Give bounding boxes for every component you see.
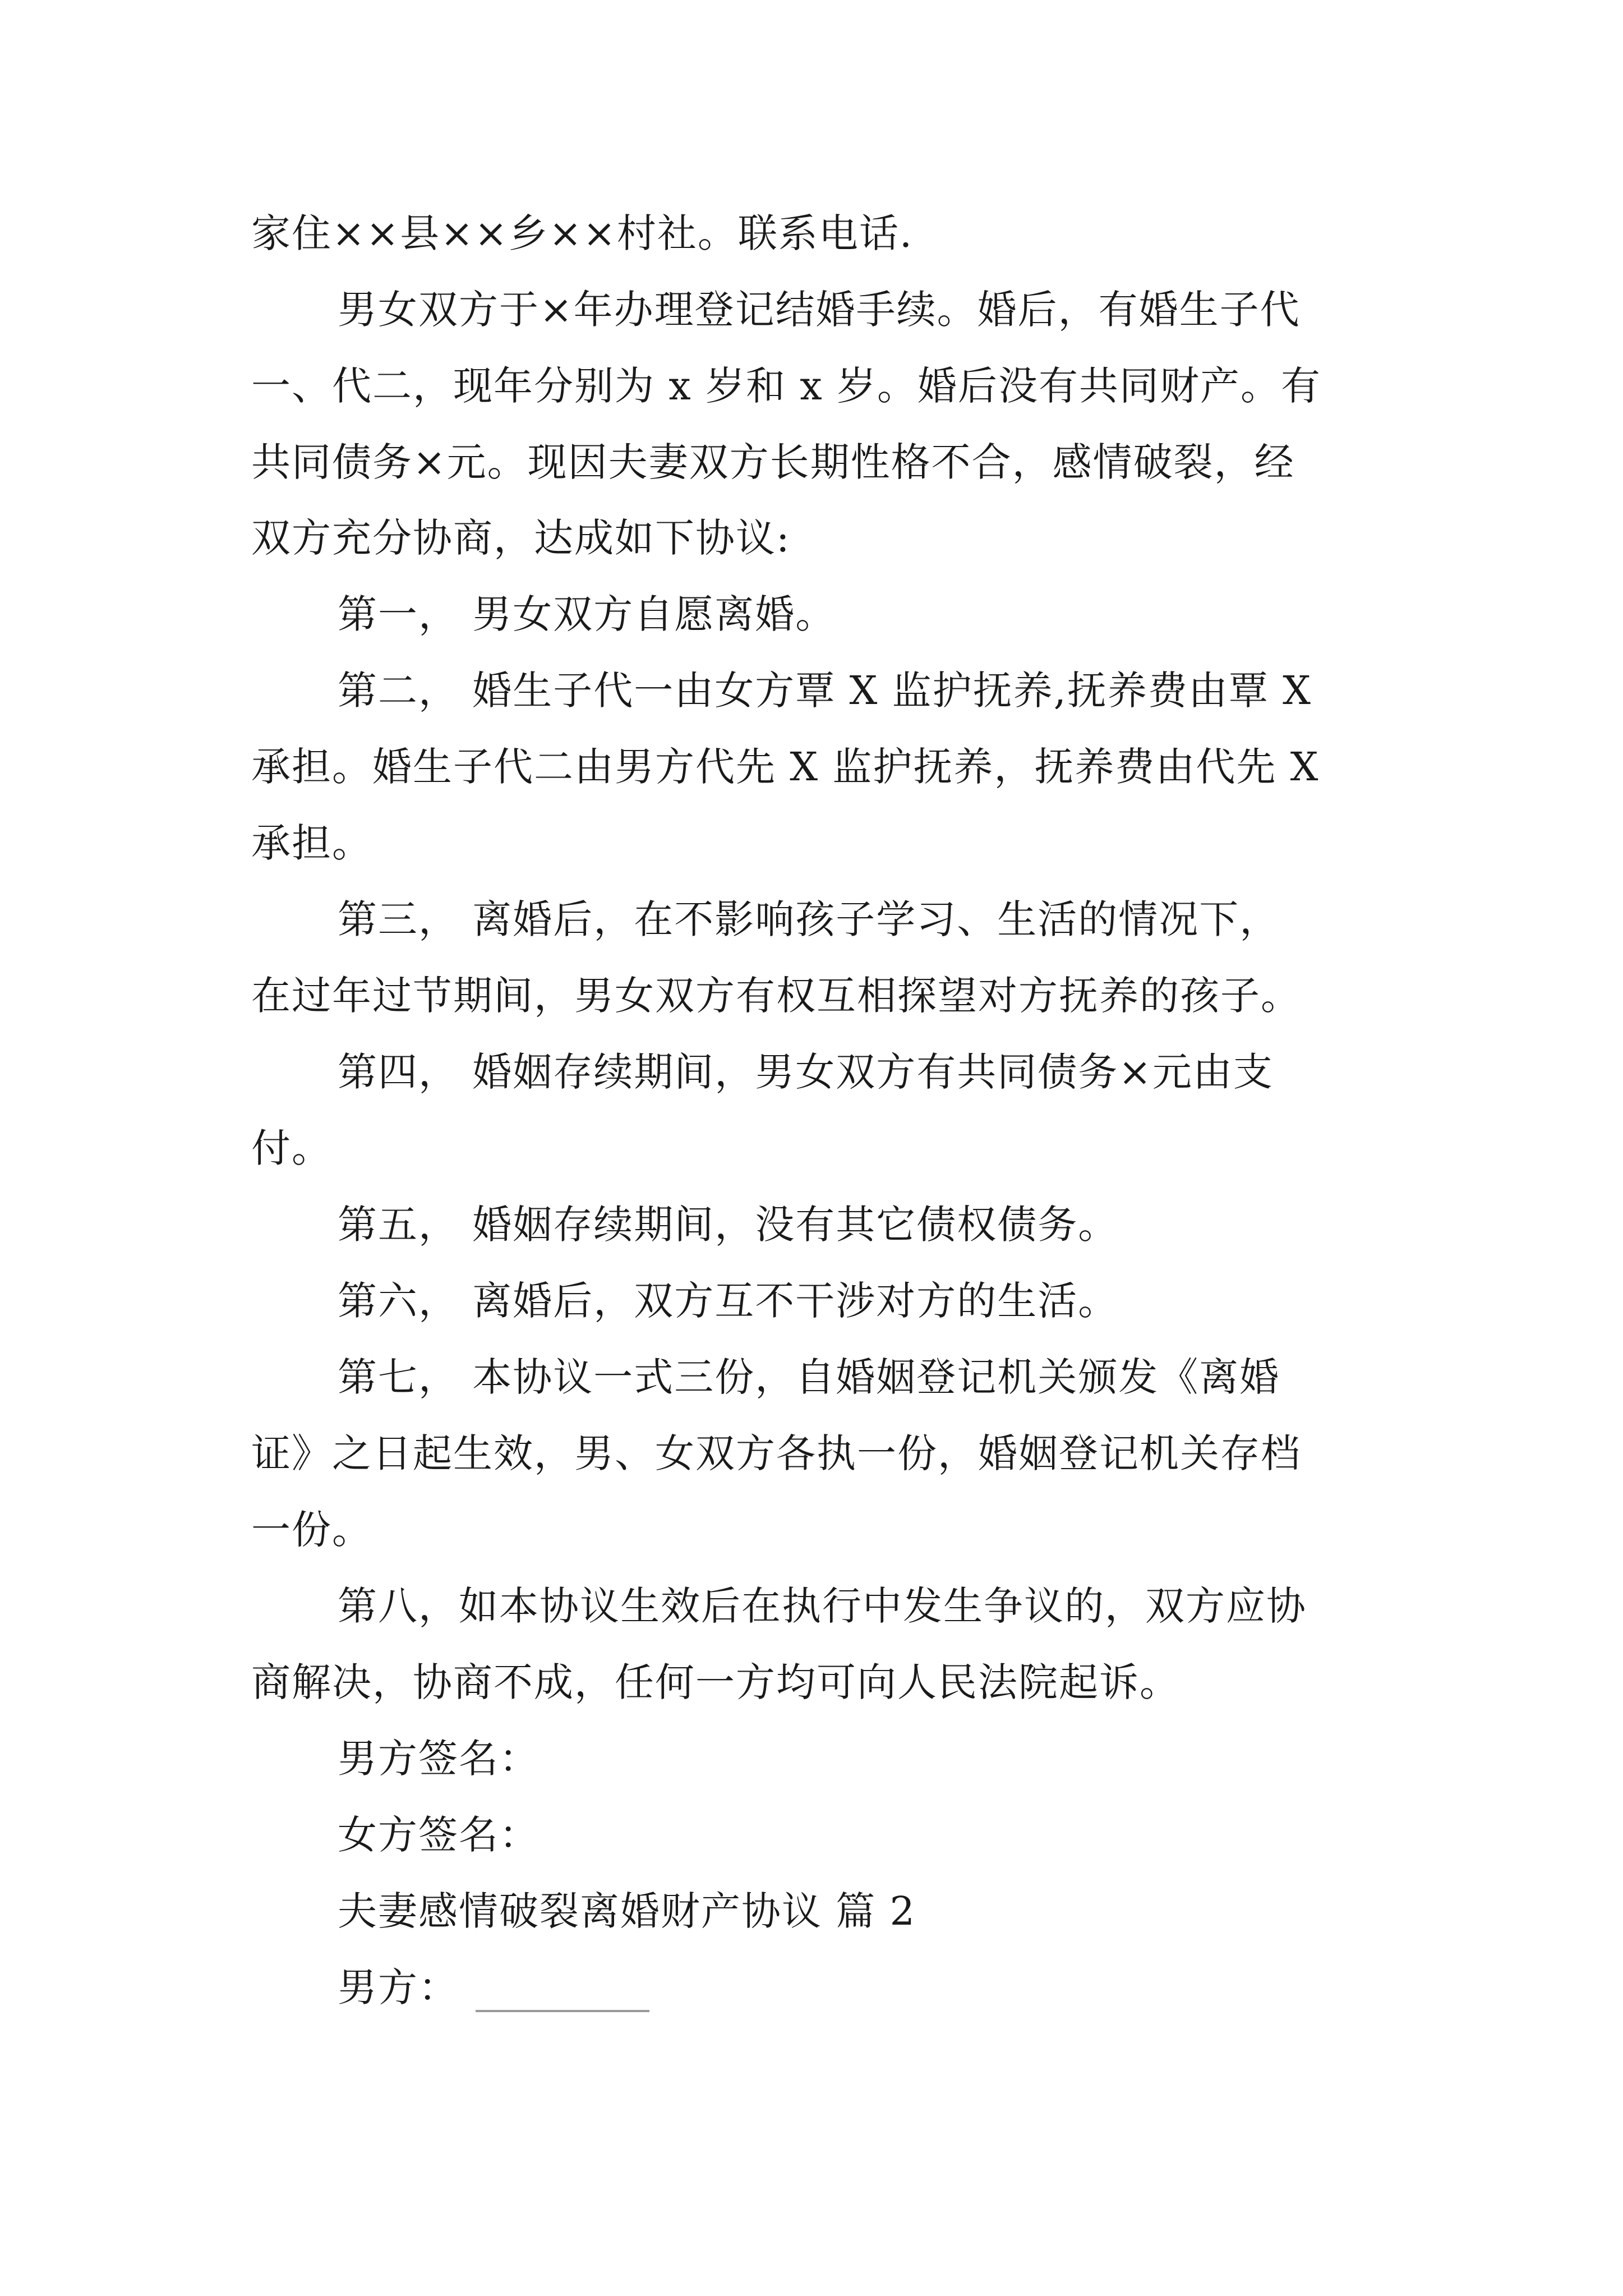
male-party-blank — [476, 2010, 649, 2012]
text-line-8: 承担。婚生子代二由男方代先 X 监护抚养，抚养费由代先 X — [251, 744, 1320, 790]
text-line-20: 商解决，协商不成，任何一方均可向人民法院起诉。 — [251, 1659, 1180, 1705]
clause-6: 第六， 离婚后，双方互不干涉对方的生活。 — [338, 1278, 1119, 1324]
male-signature-label: 男方签名： — [338, 1736, 540, 1782]
text-line-4: 共同债务×元。现因夫妻双方长期性格不合，感情破裂，经 — [251, 439, 1295, 485]
clause-5: 第五， 婚姻存续期间，没有其它债权债务。 — [338, 1202, 1119, 1248]
text-line-18: 一份。 — [251, 1507, 372, 1553]
text-line-13: 付。 — [251, 1125, 332, 1171]
clause-7: 第七， 本协议一式三份，自婚姻登记机关颁发《离婚 — [338, 1354, 1280, 1400]
text-line-11: 在过年过节期间，男女双方有权互相探望对方抚养的孩子。 — [251, 973, 1301, 1019]
female-signature-label: 女方签名： — [338, 1812, 540, 1858]
clause-8: 第八，如本协议生效后在执行中发生争议的，双方应协 — [338, 1583, 1307, 1629]
clause-2: 第二， 婚生子代一由女方覃 X 监护抚养,抚养费由覃 X — [338, 668, 1312, 714]
text-line-1: 家住××县××乡××村社。联系电话. — [251, 210, 914, 256]
clause-1: 第一， 男女双方自愿离婚。 — [338, 591, 836, 637]
text-line-17: 证》之日起生效，男、女双方各执一份，婚姻登记机关存档 — [251, 1430, 1301, 1476]
male-party-line — [338, 1961, 649, 2014]
text-line-9: 承担。 — [251, 820, 372, 866]
clause-4: 第四， 婚姻存续期间，男女双方有共同债务×元由支 — [338, 1049, 1274, 1095]
text-line-5: 双方充分协商，达成如下协议: — [251, 515, 791, 561]
clause-3: 第三， 离婚后，在不影响孩子学习、生活的情况下， — [338, 896, 1280, 942]
text-line-2: 男女双方于×年办理登记结婚手续。婚后，有婚生子代 — [338, 287, 1301, 333]
section-heading: 夫妻感情破裂离婚财产协议 篇 2 — [338, 1888, 916, 1934]
male-party-label: 男方： — [338, 1964, 459, 2010]
text-line-3: 一、代二，现年分别为 x 岁和 x 岁。婚后没有共同财产。有 — [251, 363, 1321, 409]
